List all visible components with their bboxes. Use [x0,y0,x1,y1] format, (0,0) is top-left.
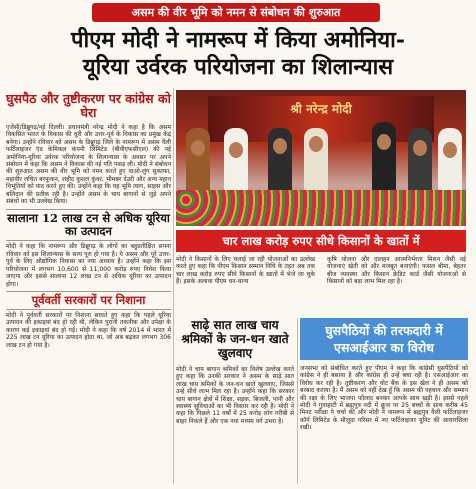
infiltrators-heading-box: घुसपैठियों की तरफदारी में एसआईआर का विरोध [300,318,468,360]
photo-person-head [309,136,323,152]
photo-person [372,122,396,192]
photo-person-head [229,142,243,158]
column-divider [297,318,298,484]
photo-person-head [443,142,457,158]
photo-person-head [413,140,427,156]
photo-person [186,128,210,192]
section-3-title: पूर्ववर्ती सरकारों पर निशाना [6,291,171,310]
photo-person-head [191,140,205,156]
photo-person [438,128,462,192]
photo-person-head [377,134,391,150]
red-headline-bar: चार लाख करोड़ रुपए सीधे किसानों के खातों में [176,230,466,252]
farmers-column-b: कृषि योजना और दालहन आत्मनिर्भरता मिशन जैसी नई योजनाएं खेती को और मजबूत बनाएंगी। फसल बीमा, बेहतर बीज व्यवस्था और किसान क्रेडिट कार्ड जैसी योजनाओं से किसानों को बड़ा लाभ मिल रहा है। [327,256,466,286]
top-banner: असम की वीर भूमि को नमन से संबोधन की शुरुआत [92,3,380,22]
left-column [6,88,171,349]
photo-person-head [273,138,287,154]
left-body: एजेंसी/डिब्रूगढ़/नई दिल्ली। प्रधानमंत्री नरेन्द्र मोदी ने कहा है कि असम विकसित भारत के विकास की धुरी और उत्तर-पूर्व के विकास का प्रमुख केंद्र बनेगा। उन्होंने रविवार को असम के डिब्रूगढ़ जिले के नामरूप में असम वैली फर्टिलाइजर एंड केमिकल कंपनी लिमिटेड (बीवीएफसीएल) की नई अमोनिया-यूरिया उर्वरक परियोजना के शिलान्यास के अवसर पर अपने संबोधन में कहा कि असम ने विकास की नई गति पकड़ ली। मोदी ने संबोधन की शुरुआत असम की वीर भूमि को नमन करते हुए वाओ-लुंग सुकाफा, महावीर लचित बरफुकन, शहीद कुशल कुंवर, भीमबर देउरी और अन्य महान विभूतियों को याद करते हुए की। उन्होंने कहा कि यह भूमि त्याग, साहस और बलिदान की प्रतीक रही है। उन्होंने असम के चाय बागानों से जुड़े अपने संबंधों का भी उल्लेख किया। [6,124,171,206]
infiltrators-body: जनसभा को संबोधित करते हुए पीएम ने कहा कि कांग्रेसी घुसपैठियों को कांग्रेस ने ही बसाया है और कांग्रेस ही उन्हें बचा रही है। एसआईआर का विरोध कर रही है। तुष्टीकरण और वोट बैंक के इस खेल ने ही असम को बरबाद कराया है। मैं असम को नहीं देख हूँ कि असम की पहचान और सम्मान की रक्षा के लिए भाजपा फौलाद बनकर आपके साथ खड़ी है। इससे पहले मोदी ने गुवाहाटी में ब्रह्मपुत्र नदी में क्रूज पर 25 बच्चों के साथ करीब 45 मिनट परीक्षा पे चर्चा की और मोदी ने नामरूप में ब्रह्मपुत्र वैली फर्टिलाइजर कॉर्प लिमिटेड के मौजूदा परिसर में नए फर्टिलाइजर यूनिट की आधारशिला रखी। [300,365,468,432]
tea-workers-heading: साढ़े सात लाख चाय श्रमिकों के जन-धन खाते खुलवाए [181,318,289,360]
stage-banner: श्री नरेन्द्र मोदी [208,96,434,142]
headline-line-1: पीएम मोदी ने नामरूप में किया अमोनिया- [71,27,405,53]
photo-flowers [176,190,466,226]
news-photo [176,90,466,226]
column-divider [173,88,174,484]
left-subheading: घुसपैठ और तुष्टीकरण पर कांग्रेस को घेरा [6,91,171,120]
tea-workers-body: मोदी ने चाय बागान श्रमिकों का विशेष उल्लेख करते हुए कहा कि उनकी सरकार ने असम के साढ़े सात लाख चाय श्रमिकों के जन-धन खाते खुलवाए, जिससे उन्हें सीधे लाभ मिल रहा है। उन्होंने कहा कि सरकार चाय बागान क्षेत्रों में शिक्षा, सड़क, बिजली, पानी और स्वास्थ्य सुविधाओं का भी विस्तार कर रही है। मोदी ने कहा कि पिछले 11 वर्षों में 25 करोड़ लोग गरीबी से बाहर निकले हैं और एक नया मध्यम वर्ग उभरा है। [176,366,294,425]
headline [6,27,470,81]
farmers-column-a: मोदी ने किसानों के लिए चलाई जा रही योजनाओं का उल्लेख करते हुए कहा कि पीएम किसान सम्मान निधि के तहत अब तक चार लाख करोड़ रुपए सीधे किसानों के खातों में भेजे जा चुके हैं। इसके अलावा पीएम धन-धान्य [176,256,315,286]
section-2-title: सालाना 12 लाख टन से अधिक यूरिया का उत्पादन [6,209,171,241]
headline-line-2: यूरिया उर्वरक परियोजना का शिलान्यास [82,54,394,80]
section-2-body: मोदी ने कहा कि नामरूप और डिब्रूगढ़ के लोगों का बहुप्रतीक्षित सपना रविवार को इस शिलान्यास के साथ पूरा हो गया है। ये असम और पूरे उत्तर-पूर्व के लिए औद्योगिक विकास का नया अध्याय है। उन्होंने कहा कि इस परियोजना में लगभग 10,600 से 11,000 करोड़ रुपए निवेश किया जाएगा और इससे सालाना 12 लाख टन से अधिक यूरिया का उत्पादन होगा। [6,243,171,288]
section-3-body: मोदी ने पूर्ववर्ती सरकारों पर निशाना साधते हुए कहा कि पहले यूरिया उत्पादन की इकाइयां बंद हो रही थीं, लेकिन पुरानी तकनीक और उपेक्षा के कारण कई इकाइयां बंद हो गईं। मोदी ने कहा कि वर्ष 2014 में भारत में 225 लाख टन यूरिया का उत्पादन होता था, जो अब बढ़कर लगभग 306 लाख टन हो गया है। [6,311,171,349]
photo-person [408,128,432,192]
photo-person [224,128,248,192]
